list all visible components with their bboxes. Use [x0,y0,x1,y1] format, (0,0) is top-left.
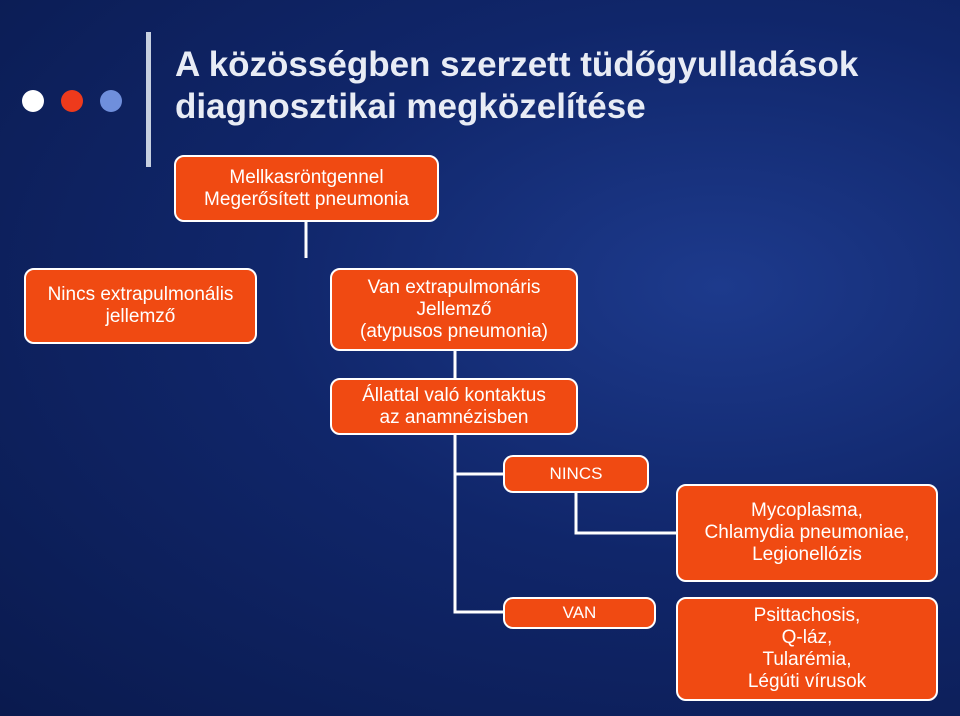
animal-contact-line-1: Állattal való kontaktus [362,384,546,406]
result-contact-line-3: Tularémia, [762,649,852,670]
no-extrapulmonary-node [24,268,257,344]
no-extrapulmonary-line-1: Nincs extrapulmonális [47,284,234,305]
animal-contact-line-2: az anamnézisben [379,406,529,428]
result-contact-node [676,597,938,701]
extrapulmonary-line-1: Van extrapulmonáris [367,276,541,298]
result-contact-line-1: Psittachosis, [753,605,861,626]
nincs-label: NINCS [549,464,603,483]
result-contact-line-4: Légúti vírusok [747,671,867,692]
no-extrapulmonary-line-2: jellemző [105,306,176,327]
animal-contact-trunk [455,433,503,612]
result-no-contact-line-2: Chlamydia pneumoniae, [704,522,910,543]
extrapulmonary-line-2: Jellemző [416,298,492,320]
root-node-line-2: Megerősített pneumonia [204,188,409,210]
result-contact-line-2: Q-láz, [781,627,833,648]
title-line-1: A közösségben szerzett tüdőgyulladások [175,45,859,84]
extrapulmonary-line-3: (atypusos pneumonia) [360,320,548,342]
result-no-contact-node [676,484,938,582]
root-node [174,155,439,222]
van-label: VAN [562,603,597,622]
result-no-contact-line-3: Legionellózis [752,544,862,565]
nincs-to-result-connector [576,493,676,533]
extrapulmonary-node [330,268,578,351]
animal-contact-node [330,378,578,435]
result-no-contact-line-1: Mycoplasma, [751,500,863,521]
nincs-node [503,455,649,493]
van-node [503,597,656,629]
title-line-2: diagnosztikai megközelítése [175,87,646,126]
root-node-line-1: Mellkasröntgennel [229,166,384,188]
